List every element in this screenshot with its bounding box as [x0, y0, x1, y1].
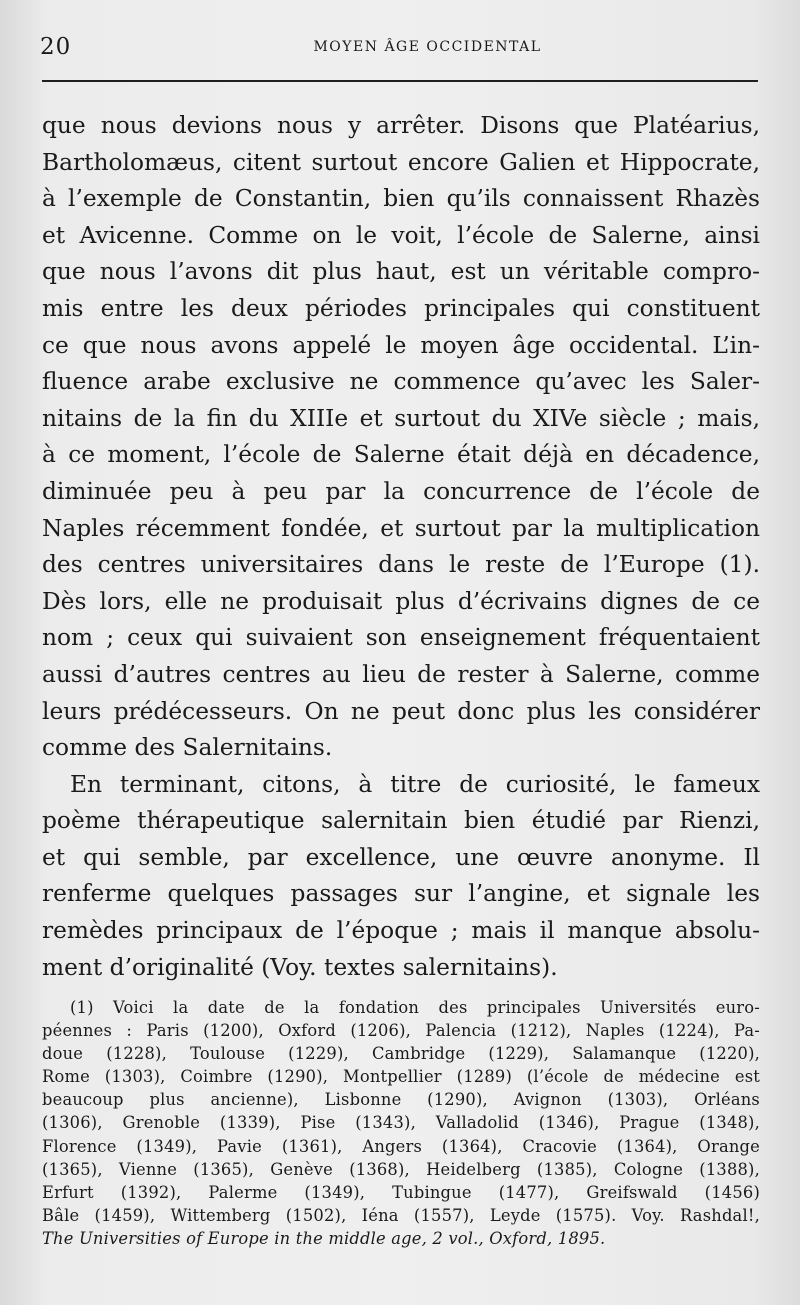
text-line: mis entre les deux périodes principales qui constituent	[42, 294, 760, 322]
footnote-line: Erfurt (1392), Palerme (1349), Tubingue (1477), Greifswald (1456)	[42, 1182, 760, 1202]
footnote-line: (1306), Grenoble (1339), Pise (1343), Valladolid (1346), Prague (1348),	[42, 1113, 760, 1133]
text-line: Naples récemment fondée, et surtout par la multiplication	[42, 514, 760, 542]
text-line: En terminant, citons, à titre de curiosité, le fameux	[70, 770, 760, 798]
footnote-line: beaucoup plus ancienne), Lisbonne (1290), Avignon (1303), Orléans	[42, 1090, 760, 1110]
footnote-line: (1) Voici la date de la fondation des principales Universités euro-	[70, 998, 760, 1017]
footnote-line: doue (1228), Toulouse (1229), Cambridge (1229), Salamanque (1220),	[42, 1044, 760, 1064]
page-header	[40, 34, 755, 64]
text-line: diminuée peu à peu par la concurrence de l’école de	[42, 477, 760, 505]
text-line: leurs prédécesseurs. On ne peut donc plus les considérer	[42, 697, 760, 725]
text-line: et Avicenne. Comme on le voit, l’école de Salerne, ainsi	[42, 221, 760, 249]
text-line: Dès lors, elle ne produisait plus d’écrivains dignes de ce	[42, 587, 760, 615]
text-line: à ce moment, l’école de Salerne était déjà en décadence,	[42, 441, 760, 469]
text-line: ce que nous avons appelé le moyen âge occidental. L’in-	[42, 331, 760, 359]
page-number: 20	[40, 34, 72, 60]
header-rule	[42, 80, 758, 82]
footnote	[42, 996, 760, 1250]
text-line: ment d’originalité (Voy. textes salernitains).	[42, 953, 558, 981]
text-line: que nous devions nous y arrêter. Disons que Platéarius,	[42, 112, 760, 139]
text-line: nitains de la fin du XIIIe et surtout du XIVe siècle ; mais,	[42, 404, 760, 432]
text-line: à l’exemple de Constantin, bien qu’ils connaissent Rhazès	[42, 185, 760, 213]
footnote-line: Rome (1303), Coimbre (1290), Montpellier (1289) (l’école de médecine est	[42, 1067, 760, 1087]
footnote-line: The Universities of Europe in the middle age, 2 vol., Oxford, 1895.	[42, 1228, 606, 1248]
text-line: que nous l’avons dit plus haut, est un véritable compro-	[42, 258, 760, 286]
text-line: fluence arabe exclusive ne commence qu’avec les Saler-	[42, 368, 760, 396]
text-line: renferme quelques passages sur l’angine, et signale les	[42, 880, 760, 908]
text-line: poème thérapeutique salernitain bien étudié par Rienzi,	[42, 807, 760, 835]
footnote-line: Bâle (1459), Wittemberg (1502), Iéna (1557), Leyde (1575). Voy. Rashdal!,	[42, 1205, 760, 1225]
footnote-line: Florence (1349), Pavie (1361), Angers (1364), Cracovie (1364), Orange	[42, 1136, 760, 1156]
text-line: comme des Salernitains.	[42, 734, 333, 762]
text-line: et qui semble, par excellence, une œuvre anonyme. Il	[42, 843, 760, 871]
text-line: des centres universitaires dans le reste de l’Europe (1).	[42, 551, 760, 579]
footnote-line: (1365), Vienne (1365), Genève (1368), Heidelberg (1385), Cologne (1388),	[42, 1159, 760, 1179]
main-text	[42, 108, 760, 986]
text-line: nom ; ceux qui suivaient son enseignement fréquentaient	[42, 624, 760, 652]
text-line: Bartholomæus, citent surtout encore Galien et Hippocrate,	[42, 148, 760, 176]
text-line: remèdes principaux de l’époque ; mais il manque absolu-	[42, 917, 760, 945]
footnote-line: péennes : Paris (1200), Oxford (1206), Palencia (1212), Naples (1224), Pa-	[42, 1021, 760, 1041]
text-line: aussi d’autres centres au lieu de rester à Salerne, comme	[42, 660, 760, 688]
running-title: MOYEN ÂGE OCCIDENTAL	[313, 39, 542, 55]
